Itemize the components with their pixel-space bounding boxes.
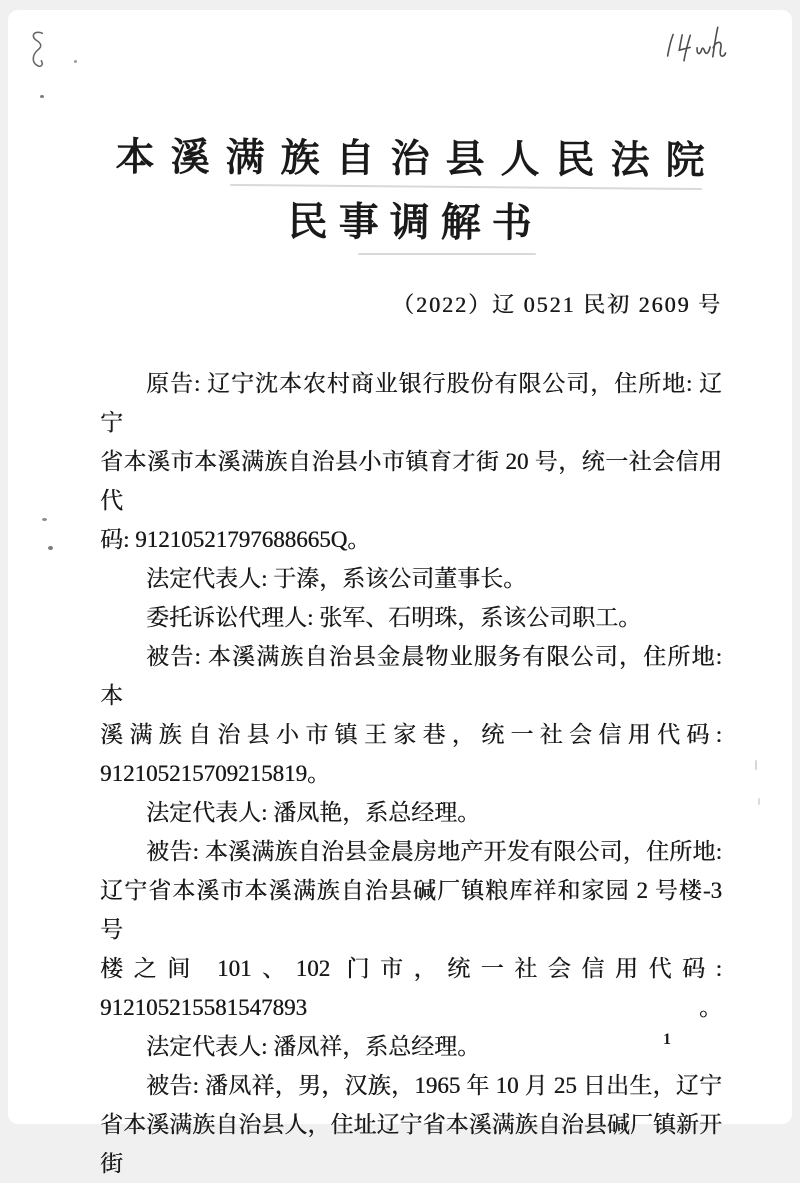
- text-line: 法定代表人: 潘凤艳，系总经理。: [146, 799, 481, 825]
- document-page: [8, 10, 792, 1176]
- text-line: 原告: 辽宁沈本农村商业银行股份有限公司，住所地: 辽宁: [100, 370, 722, 435]
- text-line: 被告: 本溪满族自治县金晨房地产开发有限公司，住所地:: [146, 838, 722, 864]
- text-line: 省本溪满族自治县人，住址辽宁省本溪满族自治县碱厂镇新开街: [100, 1111, 722, 1176]
- page-number: 1: [663, 1031, 671, 1048]
- text-line: 辽宁省本溪市本溪满族自治县碱厂镇粮库祥和家园 2 号楼-3 号: [100, 877, 722, 942]
- text-line: 溪满族自治县小市镇王家巷，统一社会信用代码:: [100, 721, 722, 747]
- document-type-title: 民事调解书: [287, 198, 543, 246]
- document-header: [99, 9, 722, 248]
- court-name: 本溪满族自治县人民法院: [115, 135, 721, 183]
- document-body: [100, 364, 722, 1183]
- case-number: （2022）辽 0521 民初 2609 号: [391, 291, 722, 317]
- text-line: 法定代表人: 于溱，系该公司董事长。: [146, 565, 527, 591]
- text-line: 法定代表人: 潘凤祥，系总经理。: [146, 1033, 481, 1059]
- text-line: 码: 91210521797688665Q。: [100, 526, 371, 552]
- text-line: 省本溪市本溪满族自治县小市镇育才街 20 号，统一社会信用代: [100, 448, 722, 513]
- text-line: 被告: 潘凤祥，男，汉族，1965 年 10 月 25 日出生，辽宁: [146, 1072, 722, 1098]
- text-line: 委托诉讼代理人: 张军、石明珠，系该公司职工。: [146, 604, 642, 630]
- text-line: 楼之间 101、102 门市，统一社会信用代码: 912105215581547893。: [100, 955, 722, 1020]
- text-line: 被告: 本溪满族自治县金晨物业服务有限公司，住所地: 本: [100, 643, 722, 708]
- document-content: [8, 10, 792, 1183]
- text-line: 912105215709215819。: [100, 760, 330, 786]
